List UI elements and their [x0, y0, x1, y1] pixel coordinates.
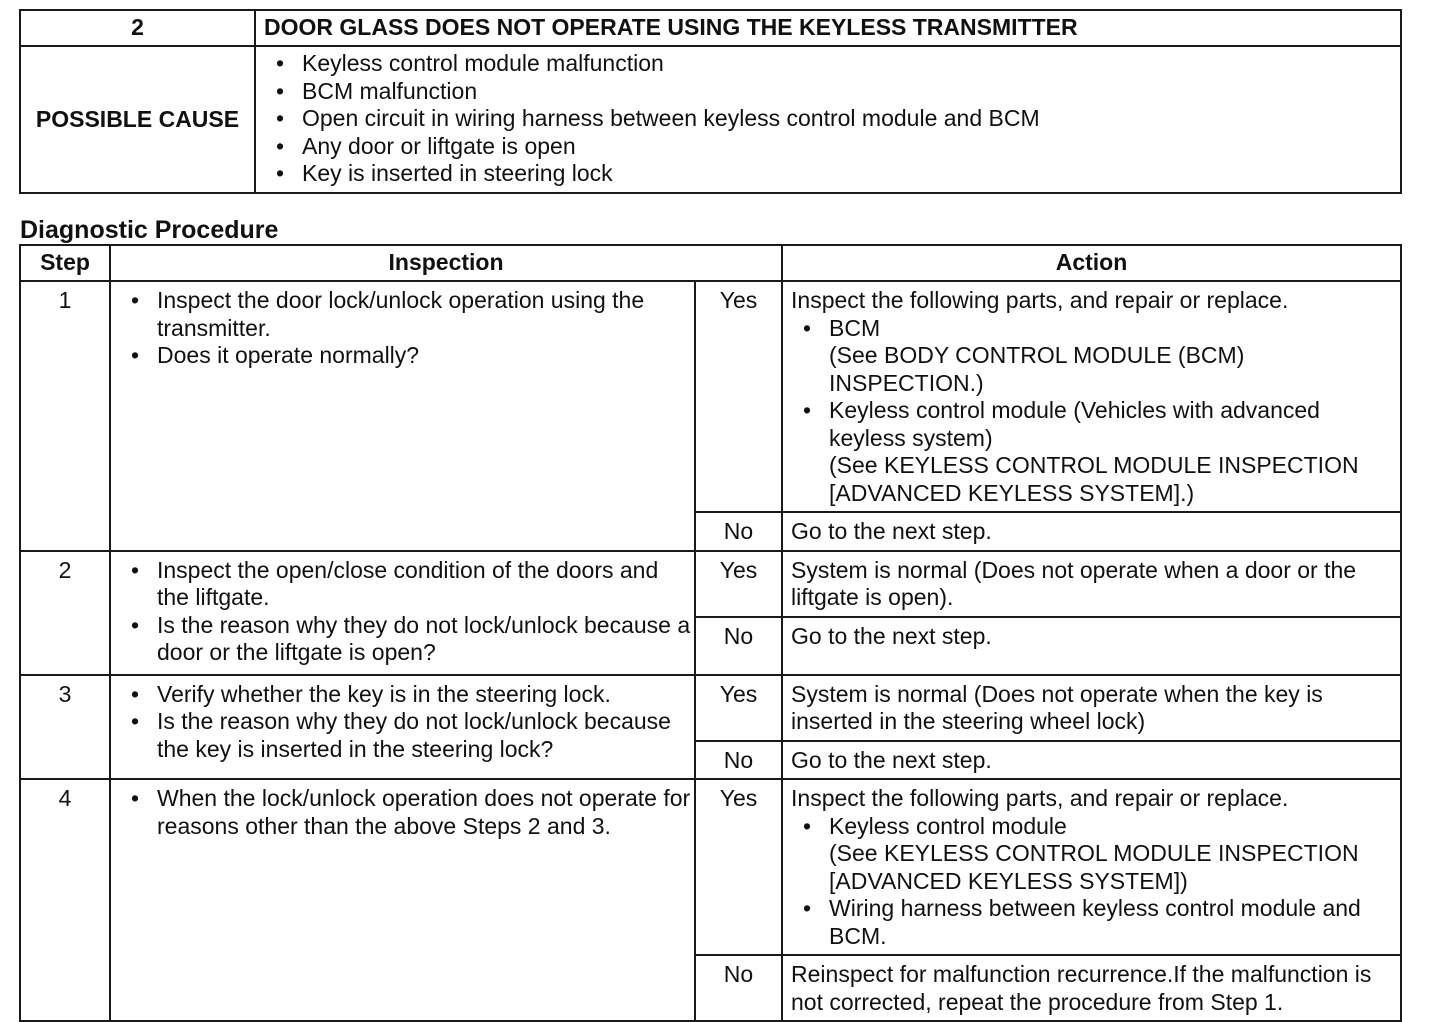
yes-label: Yes [695, 779, 782, 955]
action-cell: System is normal (Does not operate when the key is inserted in the steering wheel lock) [782, 675, 1401, 741]
yes-label: Yes [695, 281, 782, 512]
list-item: • Key is inserted in steering lock [256, 160, 1400, 188]
action-cell: Go to the next step. [782, 741, 1401, 780]
no-label: No [695, 512, 782, 551]
action-cell: Go to the next step. [782, 617, 1401, 675]
bullet-icon: • [130, 708, 140, 734]
header-action: Action [782, 245, 1401, 281]
diagnostic-procedure-heading: Diagnostic Procedure [20, 216, 279, 244]
bullet-icon: • [275, 160, 285, 186]
cause-table [19, 9, 1402, 194]
no-label: No [695, 955, 782, 1021]
step-number: 4 [20, 779, 110, 1021]
list-item: • Verify whether the key is in the steering lock. [111, 681, 694, 709]
bullet-icon: • [275, 50, 285, 76]
inspection-cell [110, 281, 695, 551]
list-item: • Keyless control module malfunction [256, 50, 1400, 78]
inspection-cell [110, 779, 695, 1021]
possible-cause-list-cell [255, 46, 1401, 193]
action-intro: Inspect the following parts, and repair or replace. [791, 287, 1289, 313]
yes-label: Yes [695, 551, 782, 617]
header-inspection: Inspection [110, 245, 782, 281]
list-item: • BCM malfunction [256, 78, 1400, 106]
list-item: • Is the reason why they do not lock/unlock because the key is inserted in the steering lock? [111, 708, 694, 763]
bullet-icon: • [275, 77, 285, 104]
bullet-icon: • [802, 895, 812, 921]
bullet-icon: • [802, 314, 812, 341]
inspection-cell [110, 675, 695, 780]
action-intro: Inspect the following parts, and repair or replace. [791, 785, 1289, 811]
bullet-icon: • [130, 785, 140, 811]
list-item: • Any door or liftgate is open [256, 133, 1400, 161]
list-item: • Open circuit in wiring harness between keyless control module and BCM [256, 105, 1400, 133]
step-number: 2 [20, 551, 110, 675]
diagnostic-table [19, 244, 1402, 1022]
bullet-icon: • [130, 287, 140, 313]
bullet-icon: • [802, 812, 812, 839]
list-item: • Inspect the door lock/unlock operation using the transmitter. [111, 287, 694, 342]
possible-cause-list [256, 47, 1400, 192]
action-cell [782, 281, 1401, 512]
bullet-icon: • [130, 680, 140, 707]
bullet-icon: • [802, 397, 812, 423]
header-step: Step [20, 245, 110, 281]
list-item: • Keyless control module (See KEYLESS CONTROL MODULE INSPECTION [ADVANCED KEYLESS SYSTEM]) [791, 813, 1394, 896]
list-item: • Inspect the open/close condition of the doors and the liftgate. [111, 557, 694, 612]
list-item: • Is the reason why they do not lock/unlock because a door or the liftgate is open? [111, 612, 694, 667]
possible-cause-label: POSSIBLE CAUSE [20, 46, 255, 193]
list-item: • Wiring harness between keyless control module and BCM. [791, 895, 1394, 950]
action-cell: Go to the next step. [782, 512, 1401, 551]
bullet-icon: • [275, 132, 285, 159]
list-item: • Keyless control module (Vehicles with advanced keyless system) (See KEYLESS CONTROL MODULE INSPECTION [ADVANCED KEYLESS SYSTEM].) [791, 397, 1394, 507]
cause-number: 2 [20, 10, 255, 46]
action-cell: System is normal (Does not operate when a door or the liftgate is open). [782, 551, 1401, 617]
inspection-cell [110, 551, 695, 675]
action-cell: Reinspect for malfunction recurrence.If the malfunction is not corrected, repeat the procedure from Step 1. [782, 955, 1401, 1021]
action-cell [782, 779, 1401, 955]
cause-title: DOOR GLASS DOES NOT OPERATE USING THE KEYLESS TRANSMITTER [255, 10, 1401, 46]
bullet-icon: • [130, 342, 140, 368]
list-item: • Does it operate normally? [111, 342, 694, 370]
yes-label: Yes [695, 675, 782, 741]
step-number: 1 [20, 281, 110, 551]
list-item: • BCM (See BODY CONTROL MODULE (BCM) INSPECTION.) [791, 315, 1394, 398]
bullet-icon: • [275, 105, 285, 131]
bullet-icon: • [130, 556, 140, 583]
bullet-icon: • [130, 611, 140, 638]
list-item: • When the lock/unlock operation does not operate for reasons other than the above Steps 2 and 3. [111, 785, 694, 840]
no-label: No [695, 741, 782, 780]
no-label: No [695, 617, 782, 675]
step-number: 3 [20, 675, 110, 780]
